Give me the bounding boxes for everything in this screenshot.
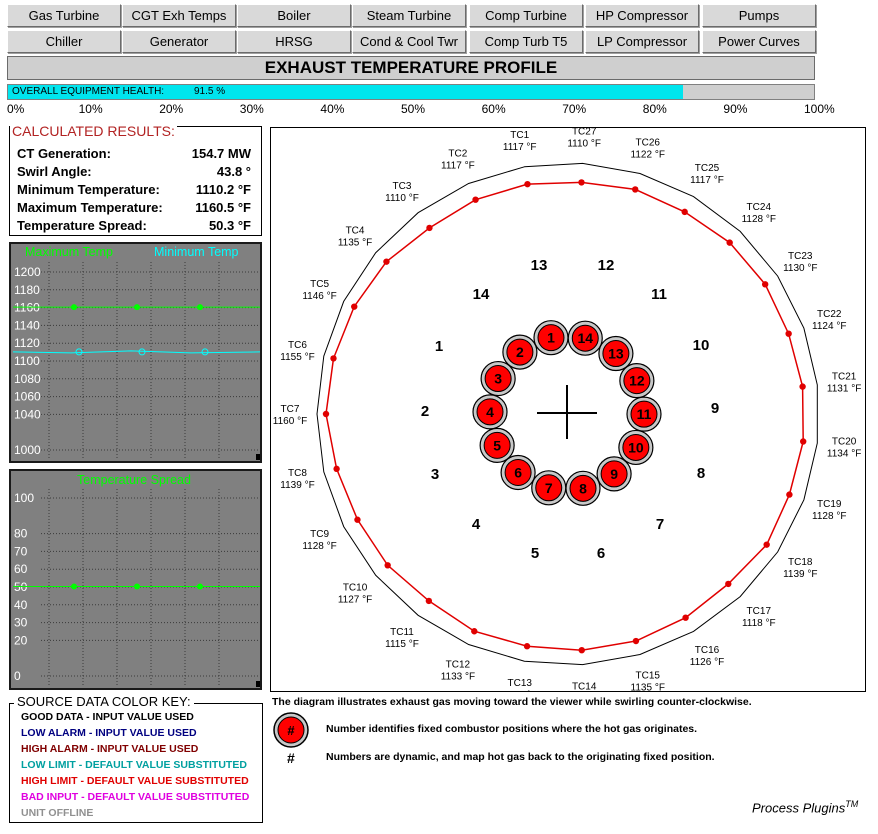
nav-button-generator[interactable]: Generator [122, 30, 236, 53]
combustor-number: 7 [544, 479, 553, 496]
explain-swirl: The diagram illustrates exhaust gas moving toward the viewer while swirling counter-clockwise. [272, 696, 752, 708]
result-label: Temperature Spread: [17, 218, 147, 233]
spread-trend[interactable] [9, 469, 262, 690]
tc-id: TC9 [310, 528, 330, 540]
combustor-number: 1 [547, 329, 555, 346]
health-tick: 80% [642, 102, 667, 116]
tc-temp: 1128 °F [741, 213, 776, 225]
exhaust-profile-plot [271, 128, 865, 691]
tc-point [682, 209, 688, 215]
tc-id: TC4 [345, 225, 365, 237]
swirl-position-number: 6 [596, 545, 606, 562]
combustor-number: 12 [629, 372, 645, 389]
result-value: 1110.2 °F [195, 182, 251, 197]
result-label: Swirl Angle: [17, 164, 92, 179]
tc-id: TC20 [831, 436, 857, 448]
combustor-number: 10 [628, 439, 644, 456]
health-tick: 30% [239, 102, 264, 116]
tc-id: TC18 [788, 556, 813, 568]
health-tick: 40% [320, 102, 345, 116]
color-key-item: UNIT OFFLINE [21, 807, 94, 819]
spread-point [197, 583, 203, 589]
trend-y-tick: 80 [14, 526, 28, 541]
tc-point [763, 541, 769, 547]
tc-temp: 1160 °F [272, 416, 308, 427]
tc-temp: 1110 °F [567, 138, 601, 150]
swirl-position-number: 14 [472, 286, 490, 303]
legend-symbol: # [287, 723, 295, 738]
min-temp-point [76, 349, 82, 355]
tc-temp: 1117 °F [441, 160, 475, 172]
tc-id: TC8 [288, 468, 307, 480]
tc-id: TC17 [746, 606, 772, 618]
tc-point [785, 330, 791, 336]
tc-id: TC26 [635, 137, 660, 149]
color-key-item: LOW LIMIT - DEFAULT VALUE SUBSTITUTED [21, 759, 247, 771]
tc-id: TC10 [342, 582, 368, 594]
combustor-number: 8 [579, 480, 587, 497]
combustor-legend-icon [270, 712, 314, 748]
max-temp-point [134, 304, 140, 310]
swirl-position-number: 10 [692, 337, 710, 354]
trend-y-tick: 1040 [14, 407, 41, 422]
tc-id: TC13 [507, 677, 532, 689]
combustor-number: 4 [486, 403, 494, 420]
tc-point [578, 179, 584, 185]
tc-id: TC2 [448, 148, 468, 160]
tc-id: TC27 [571, 128, 597, 138]
combustor-number: 3 [494, 370, 503, 387]
explain-dynamic: Numbers are dynamic, and map hot gas back to the originating fixed position. [326, 751, 715, 763]
trend-y-tick: 1200 [14, 265, 41, 279]
exhaust-diagram [270, 127, 866, 692]
tc-point [351, 303, 357, 309]
spread-trend-plot [11, 471, 260, 688]
nav-button-boiler[interactable]: Boiler [237, 4, 351, 27]
tc-point [682, 614, 688, 620]
tc-temp: 1155 °F [280, 351, 315, 363]
tc-temp: 1146 °F [302, 291, 337, 303]
nav-button-steam-turbine[interactable]: Steam Turbine [352, 4, 466, 27]
tc-point [383, 258, 389, 264]
trend-resize-handle [256, 681, 260, 687]
temperature-trend-plot [11, 244, 260, 461]
tc-id: TC14 [571, 681, 597, 691]
combustor-number: 13 [608, 345, 624, 362]
tc-temp: 1128 °F [302, 540, 337, 552]
tc-id: TC1 [510, 130, 530, 142]
tc-point [330, 355, 336, 361]
trend-y-tick: 40 [14, 597, 28, 612]
health-tick: 20% [159, 102, 184, 116]
result-value: 43.8 ° [216, 164, 251, 179]
trend-y-tick: 70 [14, 544, 28, 559]
tc-temp: 1117 °F [690, 175, 724, 187]
tc-id: TC3 [392, 181, 412, 193]
nav-button-pumps[interactable]: Pumps [702, 4, 816, 27]
nav-button-power-curves[interactable]: Power Curves [702, 30, 816, 53]
tc-id: TC5 [310, 279, 330, 291]
tc-temp: 1124 °F [812, 320, 847, 332]
tc-point [799, 383, 805, 389]
swirl-position-number: 3 [430, 466, 440, 483]
tc-temp: 1139 °F [280, 480, 315, 492]
tc-id: TC6 [288, 339, 307, 351]
swirl-position-number: 5 [530, 545, 540, 562]
min-temp-point [202, 349, 208, 355]
tc-id: TC24 [746, 201, 772, 213]
max-temp-point [197, 304, 203, 310]
tc-point [426, 225, 432, 231]
swirl-position-number: 9 [710, 400, 720, 417]
nav-button-comp-turbine[interactable]: Comp Turbine [469, 4, 583, 27]
trend-y-tick: 1160 [14, 300, 40, 315]
tc-id: TC16 [694, 644, 720, 656]
trend-resize-handle [256, 454, 260, 460]
tc-temp: 1127 °F [337, 594, 373, 606]
tc-temp [503, 690, 537, 691]
trend-y-tick: 1180 [14, 282, 40, 297]
brand-name: Process Plugins [752, 800, 846, 816]
tc-id: TC19 [817, 499, 842, 511]
tc-point [323, 411, 329, 417]
trend-y-tick: 100 [14, 491, 35, 505]
brand-tm: TM [845, 799, 859, 809]
tc-temp: 1126 °F [689, 656, 725, 668]
tc-temp: 1118 °F [741, 618, 776, 630]
tc-id: TC7 [280, 404, 300, 415]
combustor-number: 5 [493, 437, 502, 454]
health-bar [7, 84, 815, 100]
trend-y-tick: 1100 [14, 354, 40, 368]
result-value: 154.7 MW [191, 146, 251, 161]
tc-point [786, 491, 792, 497]
nav-button-gas-turbine[interactable]: Gas Turbine [7, 4, 121, 27]
result-label: CT Generation: [17, 146, 111, 161]
results-panel [9, 126, 262, 236]
result-label: Maximum Temperature: [17, 200, 163, 215]
tc-temp: 1122 °F [630, 149, 665, 161]
tc-temp: 1135 °F [630, 682, 665, 691]
result-value: 50.3 °F [208, 218, 251, 233]
tc-point [632, 186, 638, 192]
combustor-number: 6 [514, 464, 522, 481]
nav-button-chiller[interactable]: Chiller [7, 30, 121, 53]
spread-point [134, 583, 140, 589]
tc-point [633, 638, 639, 644]
tc-point [726, 239, 732, 245]
health-label: OVERALL EQUIPMENT HEALTH: [12, 86, 165, 97]
tc-temp: 1134 °F [826, 448, 862, 460]
trend-y-tick: 60 [14, 562, 28, 577]
swirl-position-number: 7 [655, 516, 665, 533]
tc-temp: 1115 °F [385, 638, 419, 650]
temperature-trend[interactable] [9, 242, 262, 463]
combustor-number: 9 [610, 465, 619, 482]
tc-point [524, 181, 530, 187]
results-title: CALCULATED RESULTS: [12, 123, 175, 139]
swirl-position-number: 8 [696, 465, 706, 482]
min-temp-line [13, 351, 260, 353]
tc-point [471, 628, 477, 634]
nav-button-lp-compressor[interactable]: LP Compressor [585, 30, 699, 53]
trend-y-tick: 1080 [14, 371, 41, 386]
result-label: Minimum Temperature: [17, 182, 160, 197]
tc-temp: 1131 °F [826, 383, 862, 395]
spread-point [71, 583, 77, 589]
combustor-number: 11 [636, 406, 652, 423]
tc-point [800, 438, 806, 444]
tc-temp: 1130 °F [783, 263, 818, 275]
trend-y-tick: 0 [14, 669, 21, 683]
tc-point [579, 647, 585, 653]
tc-point [762, 281, 768, 287]
nav-button-hp-compressor[interactable]: HP Compressor [585, 4, 699, 27]
spread-legend: Temperature Spread [77, 473, 191, 487]
brand-logo [752, 799, 858, 815]
tc-id: TC25 [694, 163, 720, 175]
nav-button-cgt-exh-temps[interactable]: CGT Exh Temps [122, 4, 236, 27]
min-temp-legend: Minimum Temp [154, 245, 239, 259]
tc-temp: 1117 °F [502, 142, 537, 154]
tc-temp: 1139 °F [783, 568, 818, 580]
explain-fixed: Number identifies fixed combustor positions where the hot gas originates. [326, 723, 698, 735]
tc-temp: 1110 °F [385, 193, 419, 205]
swirl-position-number: 2 [420, 403, 430, 420]
color-key-item: GOOD DATA - INPUT VALUE USED [21, 711, 194, 723]
trend-y-tick: 30 [14, 615, 28, 630]
color-key-item: LOW ALARM - INPUT VALUE USED [21, 727, 197, 739]
tc-temp: 1135 °F [337, 237, 373, 249]
nav-button-cond-cool-twr[interactable]: Cond & Cool Twr [352, 30, 466, 53]
tc-id: TC21 [831, 371, 857, 383]
combustor-number: 14 [577, 330, 594, 347]
trend-y-tick: 20 [14, 633, 28, 648]
min-temp-point [139, 349, 145, 355]
tc-point [426, 598, 432, 604]
health-tick: 10% [78, 102, 103, 116]
max-temp-point [71, 304, 77, 310]
swirl-position-number: 11 [651, 286, 667, 303]
tc-point [384, 562, 390, 568]
health-tick: 90% [723, 102, 748, 116]
tc-point [524, 643, 530, 649]
tc-id: TC15 [635, 670, 660, 682]
page-title: EXHAUST TEMPERATURE PROFILE [7, 56, 815, 80]
tc-point [725, 581, 731, 587]
swirl-position-number: 13 [530, 257, 548, 274]
tc-id: TC12 [445, 659, 471, 671]
tc-temp: 1133 °F [440, 671, 476, 683]
combustor-number: 2 [515, 344, 524, 361]
tc-id: TC23 [788, 251, 813, 263]
health-tick: 50% [401, 102, 426, 116]
health-tick: 100% [804, 102, 835, 116]
trend-y-tick: 50 [14, 580, 28, 594]
trend-y-tick: 1060 [14, 389, 41, 404]
tc-id: TC11 [390, 626, 414, 638]
trend-y-tick: 1140 [14, 318, 40, 333]
color-key-item: HIGH ALARM - INPUT VALUE USED [21, 743, 199, 755]
color-key-item: BAD INPUT - DEFAULT VALUE SUBSTITUTED [21, 791, 250, 803]
health-tick: 70% [562, 102, 587, 116]
swirl-position-number: 4 [471, 516, 481, 533]
tc-point [354, 517, 360, 523]
result-value: 1160.5 °F [195, 200, 251, 215]
trend-y-tick: 1120 [14, 336, 40, 351]
temperature-profile [326, 182, 803, 650]
health-tick: 60% [481, 102, 506, 116]
nav-button-comp-turb-t5[interactable]: Comp Turb T5 [469, 30, 583, 53]
tc-point [472, 196, 478, 202]
tc-point [333, 466, 339, 472]
swirl-position-number: 12 [597, 257, 615, 274]
tc-id: TC22 [817, 308, 842, 320]
tc-temp: 1128 °F [812, 511, 847, 523]
trend-y-tick: 1000 [14, 443, 41, 457]
nav-button-hrsg[interactable]: HRSG [237, 30, 351, 53]
health-value: 91.5 % [194, 86, 226, 97]
color-key-title: SOURCE DATA COLOR KEY: [14, 694, 194, 709]
swirl-position-number: 1 [434, 338, 444, 355]
color-key-item: HIGH LIMIT - DEFAULT VALUE SUBSTITUTED [21, 775, 249, 787]
health-tick: 0% [7, 102, 25, 116]
dynamic-symbol: # [287, 750, 295, 766]
max-temp-legend: Maximum Temp [25, 245, 113, 259]
